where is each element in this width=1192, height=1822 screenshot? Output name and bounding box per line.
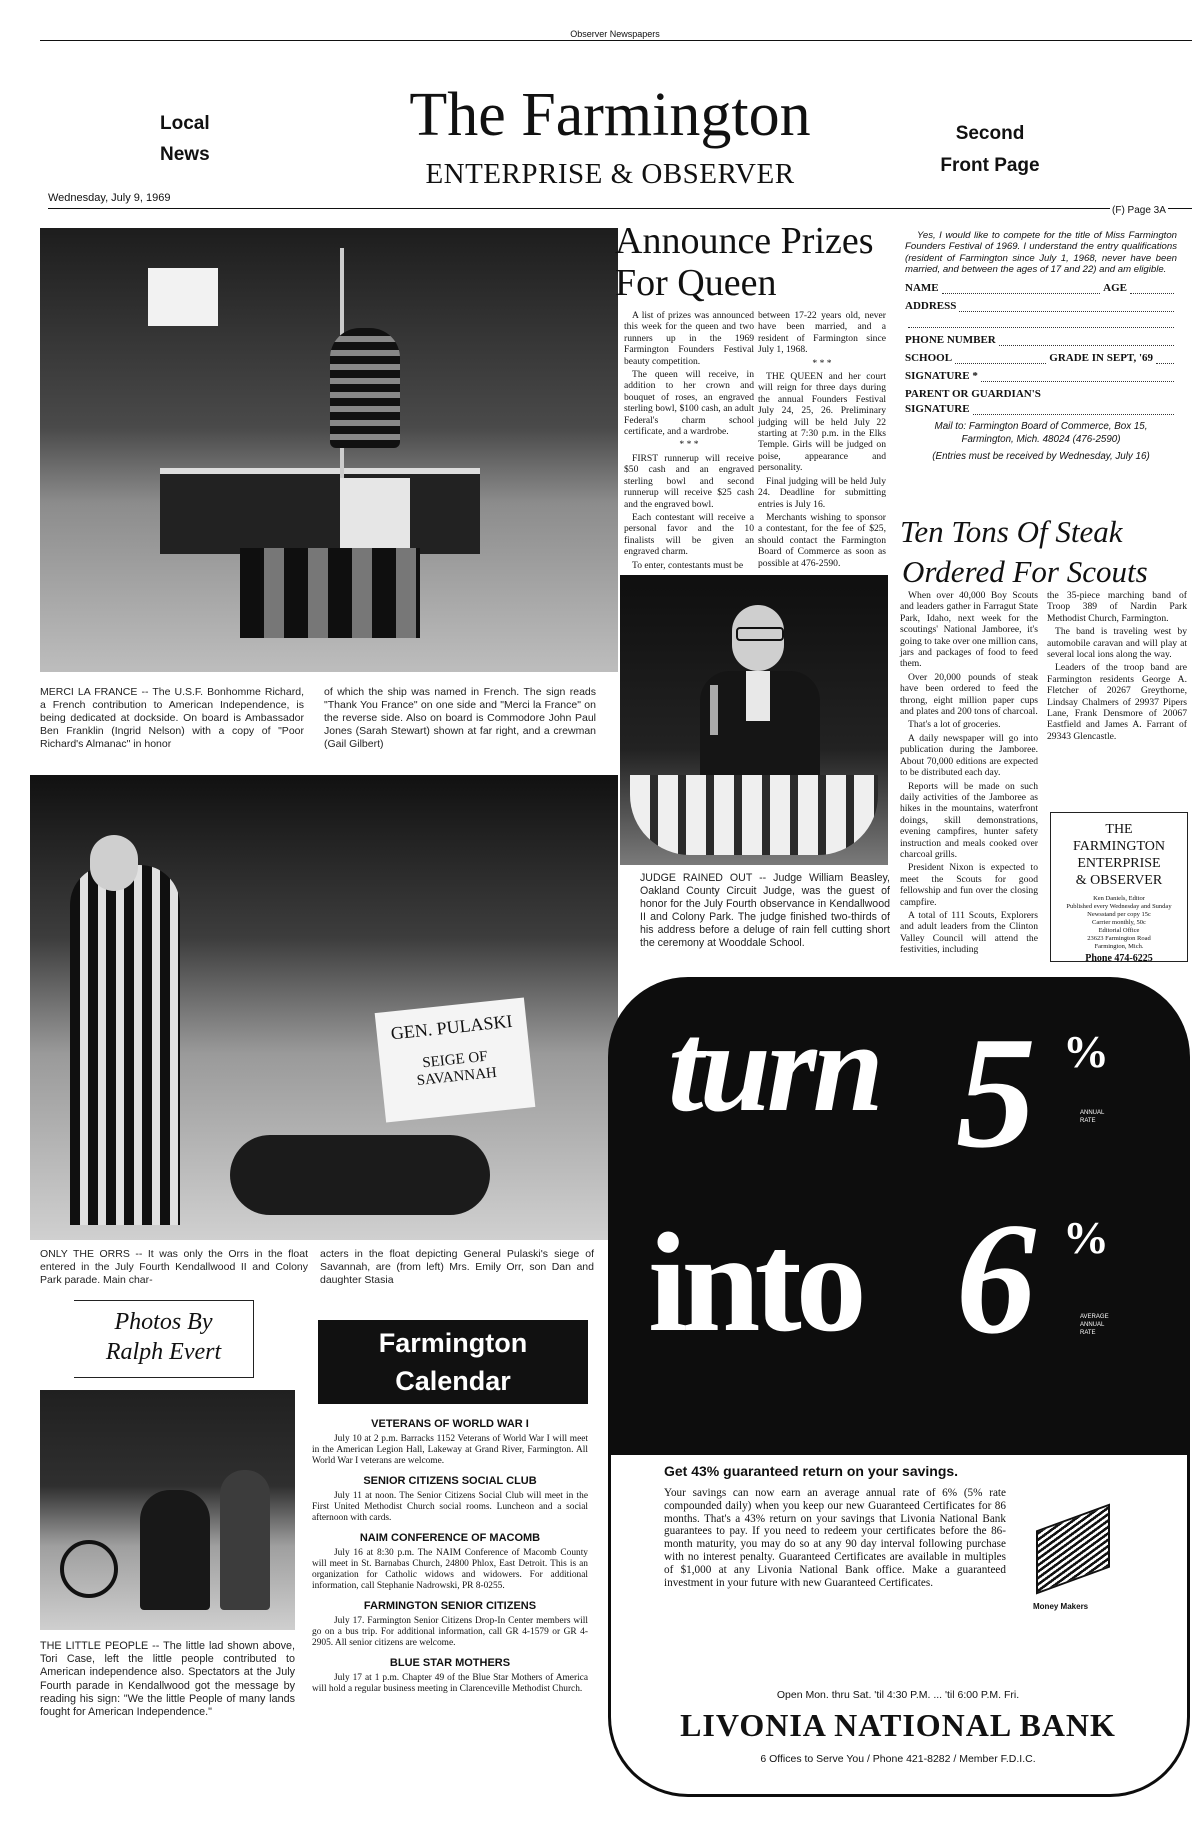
money-makers-label: Money Makers	[1033, 1602, 1089, 1611]
address-row-2[interactable]	[905, 318, 1177, 328]
merci-caption-left: MERCI LA FRANCE -- The U.S.F. Bonhomme Richard, a French contribution to American Independence, is being dedicated at dockside. On board is Ambassador Ben Franklin (Ingrid Nelson) with a copy of "Poor Richard's Almanac" in honor	[40, 686, 304, 750]
school-row[interactable]	[905, 352, 1177, 364]
grade-field-line[interactable]	[1156, 354, 1174, 364]
story-paragraph: THE QUEEN and her court will reign for three days during the annual Founders Festival July 24, 25, 26. Preliminary judging will be held July 22 starting at 7:30 p.m. in the Elks Temple. Girls will be judged on poise, appearance and personality.	[758, 371, 886, 474]
nameplate-editor: Ken Daniels, Editor	[1093, 895, 1145, 902]
address-field-label: ADDRESS	[905, 299, 957, 312]
merci-la-france-photo	[40, 228, 618, 672]
story-paragraph: Each contestant will receive a personal favor and the 10 finalists will be given an engraved charm.	[624, 511, 754, 558]
calendar-title-line2: Calendar	[395, 1366, 511, 1396]
ad-body-text: Your savings can now earn an average annual rate of 6% (5% rate compounded daily) when you keep our new Guaranteed Certificates for 86 months. That's a 43% return on your savings that Livonia National Bank guarantees to pay. If you need to redeem your certificates before the 86-month maturity, you may do so at any 90 day interval following purchase with no interest penalty. Guaranteed Certificates are available in multiples of $1,000 at any Livonia National Bank office. Make a guaranteed investment in your future with new Guaranteed Certificates.	[664, 1487, 1006, 1589]
story-paragraph: To enter, contestants must be	[632, 559, 744, 571]
ad-six-text: 6	[956, 1189, 1036, 1367]
calendar-item	[312, 1418, 588, 1467]
nameplate-newsstand: Newsstand per copy 15c	[1087, 911, 1151, 918]
steak-headline-line2: Ordered For Scouts	[902, 554, 1148, 589]
name-field-label: NAME	[905, 281, 939, 294]
crowd-figure	[140, 1490, 210, 1610]
mail-to-line1: Mail to: Farmington Board of Commerce, Box 15,	[934, 420, 1148, 432]
nameplate-line2: FARMINGTON	[1072, 839, 1166, 854]
issue-date: Wednesday, July 9, 1969	[48, 192, 171, 204]
calendar-item	[312, 1657, 588, 1695]
photo-credit-box	[74, 1300, 254, 1378]
phone-field-line[interactable]	[999, 336, 1174, 346]
story-paragraph: A daily newspaper will go into publication during the Jamboree. About 70,000 editions are expected to be distributed each day.	[900, 732, 1038, 779]
nameplate-phone: Phone 474-6225	[1085, 953, 1153, 964]
school-field-line[interactable]	[955, 354, 1046, 364]
ad-six-percent: %	[1063, 1212, 1109, 1263]
calendar-item-text: July 17. Farmington Senior Citizens Drop-In Center members will go on a bus trip. For additional information, call GR 4-1579 or GR 4-2905. All senior citizens are welcome.	[312, 1616, 588, 1648]
calendar-item-text: July 11 at noon. The Senior Citizens Social Club will meet in the First United Methodist Church social rooms. Luncheon and a social afternoon with cards.	[312, 1491, 588, 1523]
paper-nameplate-box	[1050, 812, 1188, 962]
nameplate-staff	[1051, 895, 1187, 951]
address-field-line-2[interactable]	[908, 318, 1174, 328]
signature-row[interactable]	[905, 370, 1177, 382]
grade-field-label: GRADE IN SEPT, '69	[1049, 351, 1153, 364]
guardian-signature-row[interactable]	[905, 403, 1177, 415]
queen-headline	[615, 220, 905, 304]
story-paragraph: Reports will be made on such daily activities of the Jamboree as hikes in the mountains, waterfront doings, skill demonstrations, evening campfires, hunter safety instruction and meals cooked over charcoal grills.	[900, 780, 1038, 860]
guardian-signature-line[interactable]	[973, 405, 1174, 415]
judge-photo	[620, 575, 888, 865]
queen-headline-line1: Announce Prizes	[615, 220, 874, 262]
steak-headline-line1: Ten Tons Of Steak	[900, 514, 1123, 549]
steak-story-col2	[1047, 590, 1187, 744]
story-paragraph: That's a lot of groceries.	[908, 719, 1001, 731]
ad-bank-name: LIVONIA NATIONAL BANK	[680, 1707, 1116, 1743]
guardian-signature-label: SIGNATURE	[905, 402, 970, 415]
photo-credit-line2: Ralph Evert	[105, 1339, 222, 1365]
age-field-line[interactable]	[1130, 284, 1174, 294]
ad-guarantee-heading: Get 43% guaranteed return on your savings.	[664, 1463, 959, 1479]
ad-five-percent: %	[1063, 1026, 1109, 1077]
bunting	[630, 775, 878, 855]
top-rule	[40, 40, 1192, 41]
ad-footer: 6 Offices to Serve You / Phone 421-8282 / Member F.D.I.C.	[760, 1753, 1036, 1765]
nameplate-line1: THE	[1105, 822, 1133, 837]
guardian-field-label: PARENT OR GUARDIAN'S	[905, 387, 1041, 400]
story-paragraph: Merchants wishing to sponsor a contestant, for the fee of $25, should contact the Farmington Board of Commerce as soon as possible at 476-2590.	[758, 511, 886, 569]
steak-story-col1	[900, 590, 1038, 958]
bank-ad	[608, 977, 1190, 1797]
calendar-item-text: July 10 at 2 p.m. Barracks 1152 Veterans of World War I will meet in the American Legion Hall, Lakeway at Grand River, Farmington. All World War I veterans are welcome.	[312, 1434, 588, 1466]
judge-caption: JUDGE RAINED OUT -- Judge William Beasley, Oakland County Circuit Judge, was the guest of honor for the July Fourth observance in Kendallwood II and Colony Park. The judge finished two-thirds of his address before a deluge of rain fell cutting short the ceremony at Wooddale School.	[640, 872, 890, 949]
school-field-label: SCHOOL	[905, 351, 953, 364]
bicycle-figure	[60, 1540, 118, 1598]
float-banner	[340, 478, 410, 558]
crowd-figure-2	[220, 1470, 270, 1610]
nameplate-address: 23623 Farmington Road	[1087, 935, 1151, 942]
ad-hours: Open Mon. thru Sat. 'til 4:30 P.M. ... 'til 6:00 P.M. Fri.	[776, 1689, 1020, 1701]
orrs-caption-left: ONLY THE ORRS -- It was only the Orrs in the float entered in the July Fourth Kendallwood II and Colony Park parade. Main char-	[40, 1248, 308, 1286]
story-separator: * * *	[812, 357, 832, 369]
calendar-item-text: July 17 at 1 p.m. Chapter 49 of the Blue Star Mothers of America will hold a regular business meeting in Clarenceville Methodist Church.	[312, 1673, 588, 1694]
second-front-line1: Second	[955, 123, 1025, 144]
local-news-box	[160, 108, 260, 170]
signature-field-line[interactable]	[981, 372, 1174, 382]
calendar-item-text: July 16 at 8:30 p.m. The NAIM Conference of Macomb County will meet in St. Barnabas Church, 24800 Phlox, East Detroit. This is an organization for Catholic widows and widowers. For additional information, call Stephanie Nadrowski, PR 8-0255.	[312, 1548, 588, 1591]
phone-field-label: PHONE NUMBER	[905, 333, 996, 346]
calendar-header	[318, 1320, 588, 1404]
nameplate-office: Editorial Office	[1098, 927, 1140, 934]
money-stack-icon	[1036, 1504, 1110, 1595]
ad-five-text: 5	[956, 1003, 1036, 1181]
address-field-line[interactable]	[959, 302, 1174, 312]
story-paragraph: between 17-22 years old, never have been married, and a resident of Farmington since July 1, 1968.	[758, 310, 886, 356]
paper-subtitle: ENTERPRISE & OBSERVER	[425, 158, 795, 190]
girl-figure	[500, 925, 560, 1095]
second-front-line2: Front Page	[940, 155, 1040, 176]
queen-story-col2	[758, 310, 886, 571]
float-sign-line1: GEN. PULASKI	[389, 1010, 514, 1044]
little-people-photo	[40, 1390, 295, 1630]
calendar-listing	[312, 1410, 588, 1695]
entry-deadline: (Entries must be received by Wednesday, July 16)	[932, 450, 1150, 462]
address-row[interactable]	[905, 300, 1177, 312]
orr-family-float-photo	[30, 775, 618, 1240]
photo-credit-line1: Photos By	[114, 1309, 213, 1335]
date-rule	[48, 208, 1192, 209]
uncle-sam-costume	[70, 865, 180, 1225]
float-hull	[160, 468, 480, 554]
calendar-title-line1: Farmington	[378, 1328, 528, 1358]
calendar-item	[312, 1532, 588, 1592]
nameplate-line4: & OBSERVER	[1075, 873, 1163, 888]
calendar-item	[312, 1600, 588, 1649]
calendar-item-heading: BLUE STAR MOTHERS	[389, 1657, 511, 1669]
page-number: (F) Page 3A	[1112, 205, 1166, 216]
calendar-item-heading: FARMINGTON SENIOR CITIZENS	[363, 1600, 537, 1612]
publisher-label: Observer Newspapers	[540, 29, 690, 39]
float-sign-line2: SEIGE OF SAVANNAH	[416, 1048, 498, 1090]
nameplate-city: Farmington, Mich.	[1094, 943, 1144, 950]
orrs-caption-right: acters in the float depicting General Pulaski's siege of Savannah, are (from left) Mrs. Emily Orr, son Dan and daughter Stasia	[320, 1248, 594, 1286]
local-news-line2: News	[160, 144, 210, 165]
judge-glasses	[736, 627, 784, 641]
calendar-item	[312, 1475, 588, 1524]
merci-caption-right: of which the ship was named in French. The sign reads "Thank You France" on one side and "Merci la France" on the reverse side. Also on board is Commodore John Paul Jones (Sarah Stewart) shown at far right, and a crewman (Gail Gilbert)	[324, 686, 596, 750]
entry-intro: Yes, I would like to compete for the title of Miss Farmington Founders Festival of 1969. I understand the entry qualifications (resident of Farmington since July 1, 1968, never have been married, and between the ages of 17 and 22) and am eligible.	[905, 230, 1177, 276]
queen-headline-line2: For Queen	[615, 262, 777, 304]
little-people-caption: THE LITTLE PEOPLE -- The little lad shown above, Tori Case, left the little people contributed to American independence also. Spectators at the July Fourth parade in Kendallwood got the message by reading his sign: "We the little People of many lands fought for American Independence."	[40, 1640, 295, 1719]
money-makers-icon	[1026, 1507, 1116, 1597]
paper-title: The Farmington	[409, 81, 811, 149]
queen-entry-form	[905, 230, 1177, 462]
guardian-row	[905, 388, 1177, 400]
steak-headline	[900, 512, 1190, 592]
story-paragraph: The queen will receive, in addition to her crown and bouquet of roses, an engraved sterling bowl, $100 cash, an adult Federal's charm school certificate, and a wardrobe.	[624, 369, 754, 438]
microphone-icon	[710, 685, 718, 735]
uncle-sam-face	[90, 835, 138, 891]
second-front-page-box	[915, 118, 1065, 182]
ad-into-text: into	[648, 1203, 861, 1361]
ad-annual-rate-label: ANNUAL RATE	[1080, 1110, 1105, 1124]
name-age-row[interactable]	[905, 282, 1177, 294]
cannon-float	[230, 1135, 490, 1215]
ad-average-rate-label: AVERAGE ANNUAL RATE	[1080, 1314, 1109, 1336]
story-paragraph: Leaders of the troop band are Farmington residents George A. Fletcher of 20267 Greythorne, Lindsay Chalmers of 29937 Pipers Lane, Frank Densmore of 20067 Eastfield and James A. Farrant of 29343 Glencastle.	[1047, 662, 1187, 742]
nameplate-line3: ENTERPRISE	[1077, 856, 1161, 871]
sailor-figure	[330, 328, 400, 448]
ad-turn-text: turn	[668, 996, 880, 1138]
judge-shirt	[746, 671, 770, 721]
story-paragraph: FIRST runnerup will receive $50 cash and an engraved sterling bowl and second runnerup will receive $25 cash and the engraved bowl.	[624, 452, 754, 510]
story-paragraph: The band is traveling west by automobile caravan and will play at several local ions along the way.	[1047, 626, 1187, 661]
name-field-line[interactable]	[942, 284, 1101, 294]
age-field-label: AGE	[1103, 281, 1127, 294]
signature-field-label: SIGNATURE *	[905, 369, 978, 382]
calendar-item-heading: NAIM CONFERENCE OF MACOMB	[359, 1532, 541, 1544]
story-paragraph: When over 40,000 Boy Scouts and leaders gather in Farragut State Park, Idaho, next week for the scoutings' National Jamboree, it's going to take over one million cans, jars and packages of food to feed them.	[900, 590, 1038, 670]
nameplate-published: Published every Wednesday and Sunday	[1066, 903, 1172, 910]
calendar-item-heading: VETERANS OF WORLD WAR I	[371, 1418, 529, 1430]
nameplate-title	[1051, 821, 1187, 889]
story-paragraph: the 35-piece marching band of Troop 389 of Nardin Park Methodist Church, Farmington.	[1047, 590, 1187, 624]
story-paragraph: A list of prizes was announced this week for the queen and two runners up in the 1969 Farmington Founders Festival beauty competition.	[624, 310, 754, 367]
story-paragraph: Over 20,000 pounds of steak have been ordered to feed the throng, eight million paper cups and plates and 200 tons of charcoal.	[900, 671, 1038, 718]
walker-legs	[240, 548, 420, 638]
calendar-item-heading: SENIOR CITIZENS SOCIAL CLUB	[363, 1475, 537, 1487]
local-news-line1: Local	[160, 113, 210, 134]
float-sign	[148, 268, 218, 326]
story-paragraph: Final judging will be held July 24. Deadline for submitting entries is July 16.	[758, 475, 886, 510]
queen-story-col1	[624, 310, 754, 573]
story-separator: * * *	[679, 439, 699, 451]
story-paragraph: President Nixon is expected to meet the Scouts for good fellowship and fun over the closing campfire.	[900, 862, 1038, 908]
story-paragraph: A total of 111 Scouts, Explorers and adult leaders from the Clinton Valley Council will attend the festivities, including	[900, 909, 1038, 956]
nameplate-carrier: Carrier monthly, 50c	[1092, 919, 1146, 926]
phone-row[interactable]	[905, 334, 1177, 346]
mail-to-line2: Farmington, Mich. 48024 (476-2590)	[961, 433, 1121, 445]
